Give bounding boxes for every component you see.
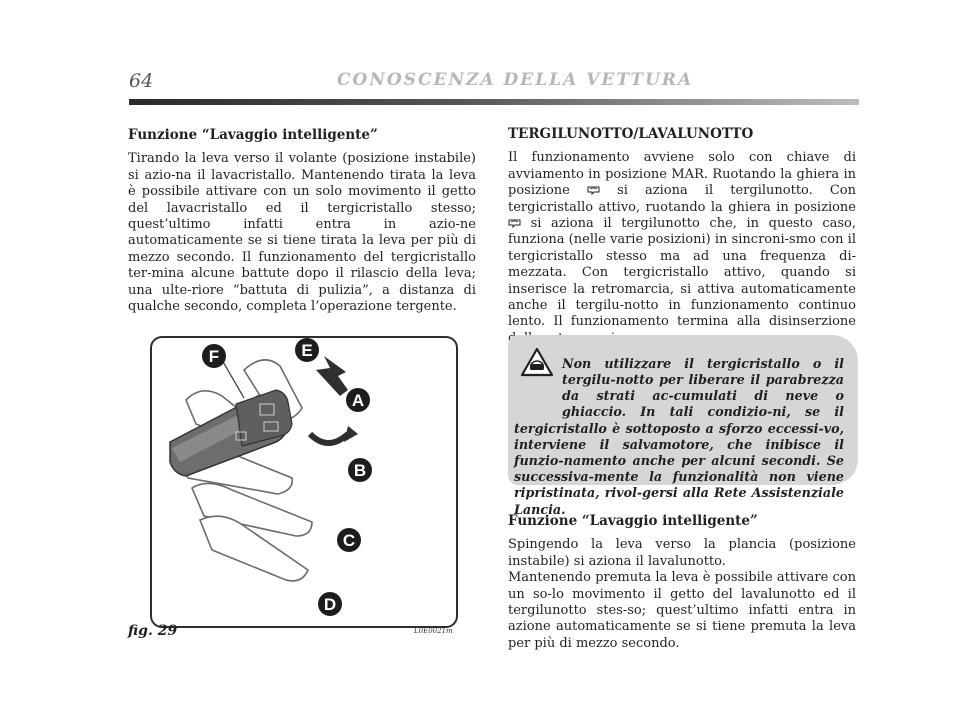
figure-29	[150, 336, 458, 628]
label-a: A	[351, 391, 365, 410]
label-e: E	[301, 341, 313, 360]
body-paragraph	[508, 150, 856, 347]
left-column	[128, 127, 476, 315]
wiper-lever-illustration	[152, 338, 456, 626]
rear-wiper-symbol-icon	[508, 219, 521, 228]
body-paragraph: Mantenendo premuta la leva è possibile attivare con un so-lo movimento il getto del lavalunotto ed il tergilunotto stes-so; quest’ultimo infatti entra in azione automaticamente se si tiene premuta la leva per più di mezzo secondo.	[508, 570, 856, 651]
label-d: D	[323, 595, 337, 614]
figure-caption: fig. 29	[128, 623, 178, 639]
rear-wiper-symbol-icon	[587, 186, 600, 195]
label-b: B	[353, 461, 367, 480]
leader-line	[222, 360, 244, 398]
page-number: 64	[129, 70, 154, 92]
paragraph-part: Il funzionamento avviene solo con chiave di avviamento in posizione MAR. Ruotando la ghiera in posizione	[508, 150, 856, 199]
rotate-arrow-icon	[310, 426, 358, 443]
paragraph-part: si aziona il tergilunotto che, in questo caso, funziona (nelle varie posizioni) in sincroni-smo con il tergicristallo stesso ma ad una frequenza di-mezzata. Con tergicristallo attivo, quando si inserisce la retromarcia, si attiva automaticamente anche il tergilu-notto in funzionamento continuo lento. Il funzionamento termina alla disinserzione	[508, 216, 856, 330]
section-heading: Funzione “Lavaggio intelligente”	[508, 513, 758, 529]
section-heading: Funzione “Lavaggio intelligente”	[128, 127, 378, 143]
right-column	[508, 126, 856, 347]
label-c: C	[342, 531, 356, 550]
header-rule	[129, 99, 859, 105]
page-header	[129, 64, 859, 104]
running-title: CONOSCENZA DELLA VETTURA	[337, 70, 694, 90]
body-paragraph: Spingendo la leva verso la plancia (posizione instabile) si aziona il lavalunotto.	[508, 537, 856, 569]
warning-box	[508, 335, 858, 517]
warning-text: Non utilizzare il tergicristallo o il tergilu-notto per liberare il parabrezza da strati ac-cumulati di neve o ghiaccio. In tali condizio-ni, se il tergicristallo è sottoposto a sforzo eccessi-vo, interviene il salvamotore, che inibisce il funzio-namento anche per alcuni secondi. Se successiva-mente la funzionalità non viene ripristinata, rivol-gersi alla Rete Assistenziale Lancia.	[514, 355, 844, 517]
push-arrow-icon	[316, 356, 348, 396]
section-heading: TERGILUNOTTO/LAVALUNOTTO	[508, 126, 754, 142]
paragraph-part: si aziona il tergilunotto. Con tergicristallo attivo, ruotando la ghiera in posizione	[508, 183, 857, 215]
body-paragraph: Tirando la leva verso il volante (posizione instabile) si azio-na il lavacristallo. Mantenendo tirata la leva è possibile attivare con un solo movimento il getto del lavacristallo ed il tergicristallo stesso; quest’ultimo infatti entra in azio-ne automaticamente se si tiene tirata la leva per più di mezzo secondo. Il funzionamento del tergicristallo ter-mina alcune battute dopo il rilascio della leva; una ulte-riore “battuta di pulizia”, a distanza di qualche secondo, completa l’operazione tergente.	[128, 151, 476, 315]
label-f: F	[208, 347, 220, 366]
right-lower-column	[508, 513, 856, 652]
figure-code: L0E0021m	[414, 627, 453, 635]
